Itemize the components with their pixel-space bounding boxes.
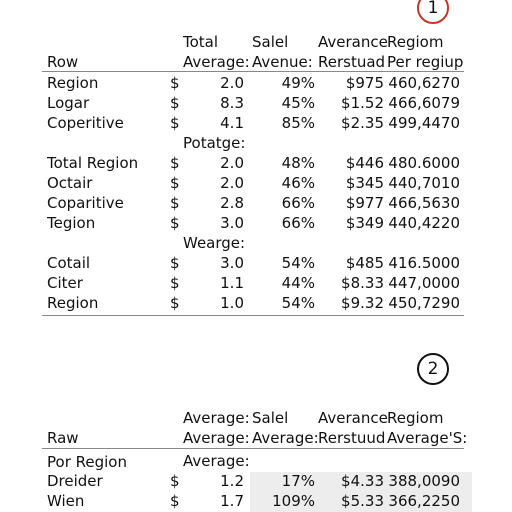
table-row: [0, 491, 512, 511]
column-header: Per regiup: [387, 53, 464, 71]
average-value: 8.3: [220, 94, 244, 112]
table-row: [0, 173, 512, 193]
currency-symbol: $: [170, 174, 180, 192]
table-row: [0, 153, 512, 173]
column-header: Total: [183, 33, 219, 51]
section-label: Por Region: [47, 453, 127, 471]
currency-symbol: $: [170, 274, 180, 292]
header-row: [0, 32, 512, 52]
average-value: 2.0: [220, 74, 244, 92]
table-row: [0, 253, 512, 273]
row-label: Dreider: [47, 472, 103, 490]
percent-value: 48%: [281, 154, 315, 172]
percent-value: 54%: [281, 294, 315, 312]
average-value: 2.8: [220, 194, 244, 212]
currency-symbol: $: [170, 114, 180, 132]
percent-value: 109%: [272, 492, 315, 510]
column-header: Avenue:: [252, 53, 313, 71]
amount-value: $4.33: [341, 472, 384, 490]
average-value: 1.7: [220, 492, 244, 510]
section-title-row: [0, 133, 512, 153]
table-divider: [42, 448, 464, 449]
table-divider: [42, 71, 464, 72]
section-title: Wearge:: [183, 234, 246, 252]
percent-value: 49%: [281, 74, 315, 92]
row-label: Cotail: [47, 254, 91, 272]
amount-value: $9.32: [341, 294, 384, 312]
amount-value: $1.52: [341, 94, 384, 112]
percent-value: 85%: [281, 114, 315, 132]
amount-value: $5.33: [341, 492, 384, 510]
currency-symbol: $: [170, 74, 180, 92]
average-value: 2.0: [220, 174, 244, 192]
column-header: Average'S:: [387, 429, 468, 447]
percent-value: 45%: [281, 94, 315, 112]
currency-symbol: $: [170, 94, 180, 112]
currency-symbol: $: [170, 254, 180, 272]
column-header: Regiom: [387, 33, 444, 51]
average-value: 1.0: [220, 294, 244, 312]
amount-value: $2.35: [341, 114, 384, 132]
column-header: Salel: [252, 409, 289, 427]
table-divider: [42, 315, 464, 316]
region-value: 499,4470: [388, 114, 460, 132]
region-value: 440,7010: [388, 174, 460, 192]
currency-symbol: $: [170, 154, 180, 172]
percent-value: 44%: [281, 274, 315, 292]
column-header: Average:: [252, 429, 319, 447]
amount-value: $345: [345, 174, 384, 192]
row-label: Octair: [47, 174, 93, 192]
column-header: Average:: [183, 409, 250, 427]
header-row: [0, 428, 512, 448]
row-label: Logar: [47, 94, 90, 112]
percent-value: 66%: [281, 214, 315, 232]
region-value: 466,6079: [388, 94, 460, 112]
average-value: 2.0: [220, 154, 244, 172]
table-row: [0, 273, 512, 293]
region-value: 447,0000: [388, 274, 460, 292]
amount-value: $977: [345, 194, 384, 212]
amount-value: $446: [345, 154, 384, 172]
table-row: [0, 213, 512, 233]
column-header: Raw: [47, 429, 79, 447]
amount-value: $485: [345, 254, 384, 272]
step-badge-1: 1: [417, 0, 449, 24]
currency-symbol: $: [170, 294, 180, 312]
row-label: Region: [47, 74, 99, 92]
header-row: [0, 408, 512, 428]
percent-value: 54%: [281, 254, 315, 272]
region-value: 388,0090: [388, 472, 460, 490]
section-title-row: [0, 233, 512, 253]
region-value: 440,4220: [388, 214, 460, 232]
section-label-row: [0, 452, 512, 472]
region-value: 450,7290: [388, 294, 460, 312]
step-badge-2: 2: [417, 353, 449, 385]
average-value: 3.0: [220, 254, 244, 272]
row-label: Coperitive: [47, 114, 124, 132]
region-value: 460,6270: [388, 74, 460, 92]
amount-value: $8.33: [341, 274, 384, 292]
percent-value: 66%: [281, 194, 315, 212]
region-value: 480.6000: [388, 154, 460, 172]
header-row: [0, 52, 512, 72]
column-header: Average:: [183, 53, 250, 71]
column-header: Average:: [183, 429, 250, 447]
region-value: 466,5630: [388, 194, 460, 212]
amount-value: $975: [345, 74, 384, 92]
currency-symbol: $: [170, 492, 180, 510]
section-title: Potatge:: [183, 134, 246, 152]
region-value: 366,2250: [388, 492, 460, 510]
row-label: Total Region: [47, 154, 139, 172]
table-row: [0, 73, 512, 93]
row-label: Citer: [47, 274, 83, 292]
section-title: Average:: [183, 452, 250, 470]
column-header: Row: [47, 53, 79, 71]
row-label: Wien: [47, 492, 85, 510]
currency-symbol: $: [170, 194, 180, 212]
row-label: Region: [47, 294, 99, 312]
average-value: 1.1: [220, 274, 244, 292]
row-label: Tegion: [47, 214, 96, 232]
column-header: Averance: [318, 33, 388, 51]
table-row: [0, 293, 512, 313]
table-row: [0, 193, 512, 213]
average-value: 3.0: [220, 214, 244, 232]
percent-value: 46%: [281, 174, 315, 192]
average-value: 4.1: [220, 114, 244, 132]
amount-value: $349: [345, 214, 384, 232]
table-row: [0, 93, 512, 113]
column-header: Rerstuud: [318, 429, 386, 447]
region-value: 416.5000: [388, 254, 460, 272]
row-label: Coparitive: [47, 194, 124, 212]
column-header: Averance: [318, 409, 388, 427]
table-row: [0, 113, 512, 133]
currency-symbol: $: [170, 472, 180, 490]
column-header: Regiom: [387, 409, 444, 427]
table-row: [0, 471, 512, 491]
average-value: 1.2: [220, 472, 244, 490]
percent-value: 17%: [281, 472, 315, 490]
column-header: Salel: [252, 33, 289, 51]
column-header: Rerstuad: [318, 53, 386, 71]
currency-symbol: $: [170, 214, 180, 232]
